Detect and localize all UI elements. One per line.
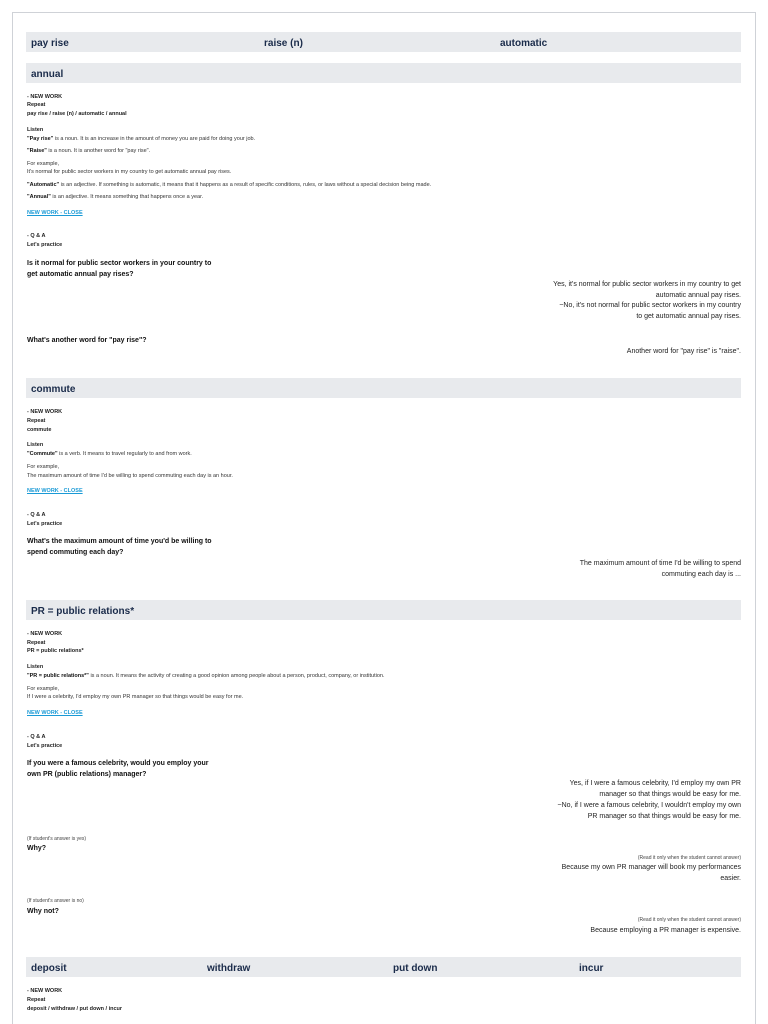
answer-why: Because my own PR manager will book my performances [561, 864, 741, 871]
vocab-header-pr [26, 600, 741, 620]
definition-annual: "Annual" is an adjective. It means something that happens once a year. [27, 194, 204, 200]
example-sentence: If I were a celebrity, I'd employ my own PR manager so that things would be easy for me. [27, 694, 244, 700]
answer-why-not: Because employing a PR manager is expensive. [590, 927, 741, 934]
vocab-word-put-down: put down [393, 963, 438, 974]
new-work-title: - NEW WORK [27, 409, 63, 415]
vocab-word-incur: incur [579, 963, 604, 974]
new-work-title: - NEW WORK [27, 631, 63, 637]
listen-label: Listen [27, 664, 44, 670]
qa-title: - Q & A [27, 512, 46, 518]
new-work-title: - NEW WORK [27, 988, 63, 994]
repeat-label: Repeat [27, 997, 46, 1003]
vocab-word-commute: commute [31, 384, 76, 395]
repeat-words: deposit / withdraw / put down / incur [27, 1006, 123, 1012]
answer-cont: commuting each day is ... [661, 571, 741, 578]
answer: The maximum amount of time I'd be willing to spend [579, 560, 741, 567]
answer-negative-cont: PR manager so that things would be easy for me. [587, 813, 741, 820]
question-cont: own PR (public relations) manager? [27, 771, 147, 778]
practice-label: Let's practice [27, 521, 63, 527]
example-sentence: The maximum amount of time I'd be willing to spend commuting each day is an hour. [27, 473, 233, 479]
vocab-word-raise: raise (n) [264, 38, 303, 49]
new-work-title: - NEW WORK [27, 94, 63, 100]
question-cont: spend commuting each day? [27, 549, 124, 556]
repeat-words: commute [27, 427, 52, 433]
question: If you were a famous celebrity, would you employ your [27, 760, 209, 767]
qa-title: - Q & A [27, 233, 46, 239]
repeat-words: pay rise / raise (n) / automatic / annual [27, 111, 127, 117]
answer-negative: ~No, if I were a famous celebrity, I wouldn't employ my own [557, 802, 741, 809]
hint-note: (Read it only when the student cannot answer) [637, 855, 741, 861]
answer-why-cont: easier. [720, 875, 741, 882]
condition-yes-note: (If student's answer is yes) [27, 836, 87, 842]
definition-pay-rise: "Pay rise" is a noun. It is an increase in the amount of money you are paid for doing your job. [27, 136, 256, 142]
vocab-word-pr: PR = public relations* [31, 606, 135, 617]
answer-negative-cont: to get automatic annual pay rises. [636, 313, 741, 320]
vocab-word-pay-rise: pay rise [31, 38, 69, 49]
question-why: Why? [27, 845, 47, 852]
question-cont: get automatic annual pay rises? [27, 271, 134, 278]
vocab-header-commute [26, 378, 741, 398]
question: Is it normal for public sector workers in your country to [27, 260, 212, 267]
answer-cont: automatic annual pay rises. [655, 292, 741, 299]
new-work-close-link[interactable]: NEW WORK - CLOSE [27, 488, 83, 494]
listen-label: Listen [27, 127, 44, 133]
new-work-close-link[interactable]: NEW WORK - CLOSE [27, 210, 83, 216]
answer-another-word: Another word for "pay rise" is "raise". [626, 348, 741, 355]
question-another-word: What's another word for "pay rise"? [27, 337, 147, 344]
vocab-word-annual: annual [31, 69, 64, 80]
definition-commute: "Commute" is a verb. It means to travel regularly to and from work. [27, 451, 192, 457]
repeat-label: Repeat [27, 640, 46, 646]
question: What's the maximum amount of time you'd be willing to [27, 538, 212, 545]
repeat-label: Repeat [27, 102, 46, 108]
vocab-word-deposit: deposit [31, 963, 67, 974]
practice-label: Let's practice [27, 242, 63, 248]
condition-no-note: (If student's answer is no) [27, 898, 84, 904]
definition-pr: "PR = public relations*" is a noun. It means the activity of creating a good opinion among people about a person, product, company, or institution. [27, 673, 385, 679]
definition-automatic: "Automatic" is an adjective. If something is automatic, it means that it happens as a result of specific conditions, rules, or laws without a special decision being made. [27, 182, 432, 188]
answer-negative: ~No, it's not normal for public sector workers in my country [559, 302, 741, 309]
answer-cont: manager so that things would be easy for me. [599, 791, 741, 798]
listen-label: Listen [27, 442, 44, 448]
repeat-label: Repeat [27, 418, 46, 424]
vocab-header-bar [26, 32, 741, 52]
vocab-word-automatic: automatic [500, 38, 548, 49]
question-why-not: Why not? [27, 908, 59, 915]
example-sentence: It's normal for public sector workers in my country to get automatic annual pay rises. [27, 169, 232, 175]
example-label: For example, [27, 464, 60, 470]
answer: Yes, it's normal for public sector workers in my country to get [553, 281, 741, 288]
new-work-close-link[interactable]: NEW WORK - CLOSE [27, 710, 83, 716]
qa-title: - Q & A [27, 734, 46, 740]
repeat-words: PR = public relations* [27, 648, 84, 654]
vocab-word-withdraw: withdraw [207, 963, 251, 974]
answer: Yes, if I were a famous celebrity, I'd employ my own PR [569, 780, 741, 787]
practice-label: Let's practice [27, 743, 63, 749]
vocab-header-bar-2 [26, 957, 741, 977]
example-label: For example, [27, 686, 60, 692]
vocab-header-annual [26, 63, 741, 83]
definition-raise: "Raise" is a noun. It is another word for "pay rise". [27, 148, 151, 154]
example-label: For example, [27, 161, 60, 167]
hint-note: (Read it only when the student cannot answer) [637, 917, 741, 923]
